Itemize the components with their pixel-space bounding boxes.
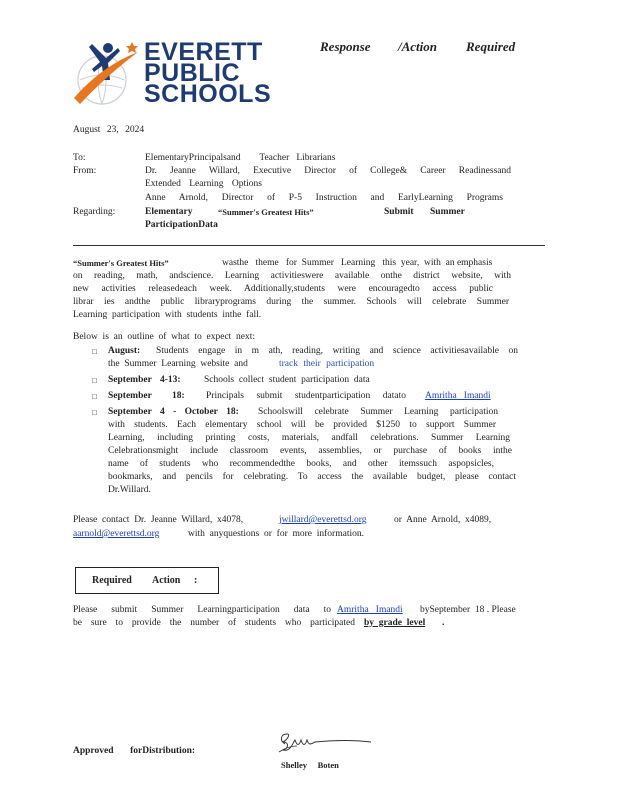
from-line-1: Dr. Jeanne Willard, Executive Director of College& Career Readinessand: [145, 166, 511, 176]
regarding-part-1: Elementary: [145, 207, 193, 217]
outline-item-4-line-5: name of students who recommendedthe books, and other itemssuch aspopsicles,: [108, 459, 494, 469]
district-logo-icon: [72, 36, 142, 112]
signature-icon: [275, 730, 375, 756]
submit-line-1b: bySeptember 18 . Please: [420, 605, 516, 615]
intro-line-2: on reading, math, andscience. Learning activitieswere available onthe district website, with: [73, 271, 511, 281]
regarding-label: Regarding:: [73, 207, 116, 217]
outline-item-4-line-2: with students. Each elementary school will be provided $1250 to support Summer: [108, 420, 496, 430]
intro-lead: “Summer's Greatest Hits”: [73, 258, 169, 268]
intro-line-4: librar ies andthe public libraryprograms during the summer. Schools will celebrate Summer: [73, 297, 509, 307]
contact-line-1a: Please contact Dr. Jeanne Willard, x4078,: [73, 515, 244, 525]
from-label: From:: [73, 166, 97, 176]
bullet-icon: □: [92, 408, 97, 417]
logo-line-2: PUBLIC: [144, 59, 241, 87]
header-required: Required: [466, 39, 516, 54]
outline-item-3-label: September 18:: [108, 391, 185, 401]
from-line-3: Anne Arnold, Director of P-5 Instruction and EarlyLearning Programs: [145, 193, 503, 203]
required-label: Required: [92, 575, 132, 586]
approved-label: Approved forDistribution:: [73, 746, 196, 756]
to-value: ElementaryPrincipalsand Teacher Librarians: [145, 153, 336, 163]
submit-line-1a: Please submit Summer Learningparticipation data to: [73, 605, 331, 615]
submit-line-2a: be sure to provide the number of students who participated: [73, 618, 355, 628]
required-action-box: [75, 567, 219, 594]
outline-item-4-line-4: Celebrationsmight include classroom events, assemblies, or purchase of books inthe: [108, 446, 512, 456]
outline-item-1-line-2: the Summer Learning website and: [108, 359, 248, 369]
outline-item-4-line-1: Schoolswill celebrate Summer Learning participation: [258, 407, 498, 417]
amritha-imandi-link[interactable]: Amritha Imandi: [425, 391, 491, 401]
header-action: /Action: [398, 39, 438, 54]
contact-line-1b: or Anne Arnold, x4089,: [394, 515, 492, 525]
bullet-icon: □: [92, 392, 97, 401]
jwillard-email-link[interactable]: jwillard@everettsd.org: [279, 515, 367, 525]
outline-item-4-line-6: bookmarks, and pencils for celebrating. To access the available budget, please contact: [108, 472, 516, 482]
header-response: Response: [320, 39, 371, 54]
logo-line-3: SCHOOLS: [144, 80, 272, 108]
bullet-icon: □: [92, 376, 97, 385]
outline-item-2-label: September 4-13:: [108, 375, 181, 385]
by-grade-level: by grade level: [364, 618, 426, 628]
aarnold-email-link[interactable]: aarnold@everettsd.org: [73, 529, 160, 539]
regarding-part-2: “Summer's Greatest Hits”: [218, 207, 314, 217]
regarding-part-4: Summer: [430, 207, 465, 217]
outline-item-4-line-3: Learning, including printing costs, materials, andfall celebrations. Summer Learning: [108, 433, 510, 443]
outline-item-4-line-7: Dr.Willard.: [108, 485, 151, 495]
track-participation-link[interactable]: track their participation: [279, 359, 375, 369]
submit-period: .: [442, 618, 445, 628]
memo-date: August 23, 2024: [73, 125, 145, 135]
intro-line-5: Learning participation with students inthe fall.: [73, 310, 262, 320]
intro-line-1: wasthe theme for Summer Learning this year, with an emphasis: [222, 258, 493, 268]
outline-item-1-line-1: Students engage in m ath, reading, writing and science activitiesavailable on: [156, 346, 518, 356]
outline-item-4-label: September 4 - October 18:: [108, 407, 239, 417]
outline-item-1-label: August:: [108, 346, 141, 356]
outline-item-2-line-1: Schools collect student participation data: [204, 375, 370, 385]
logo-line-1: EVERETT: [144, 38, 263, 66]
to-label: To:: [73, 153, 86, 163]
bullet-icon: □: [92, 347, 97, 356]
outline-item-3-line-1: Principals submit studentparticipation datato: [206, 391, 406, 401]
signer-name: Shelley Boten: [281, 760, 339, 770]
divider: [73, 245, 545, 246]
action-label: Action: [152, 575, 181, 586]
outline-lead: Below is an outline of what to expect next:: [73, 332, 256, 342]
regarding-part-3: Submit: [384, 207, 414, 217]
regarding-line-2: ParticipationData: [145, 220, 218, 230]
colon-label: :: [194, 575, 198, 586]
contact-line-2b: with anyquestions or for more information.: [188, 529, 364, 539]
amritha-imandi-submit-link[interactable]: Amritha Imandi: [337, 605, 403, 615]
logo: [72, 36, 272, 112]
intro-line-3: new activities releasedeach week. Additionally,students were encouragedto access public: [73, 284, 493, 294]
from-line-2: Extended Learning Options: [145, 179, 263, 189]
